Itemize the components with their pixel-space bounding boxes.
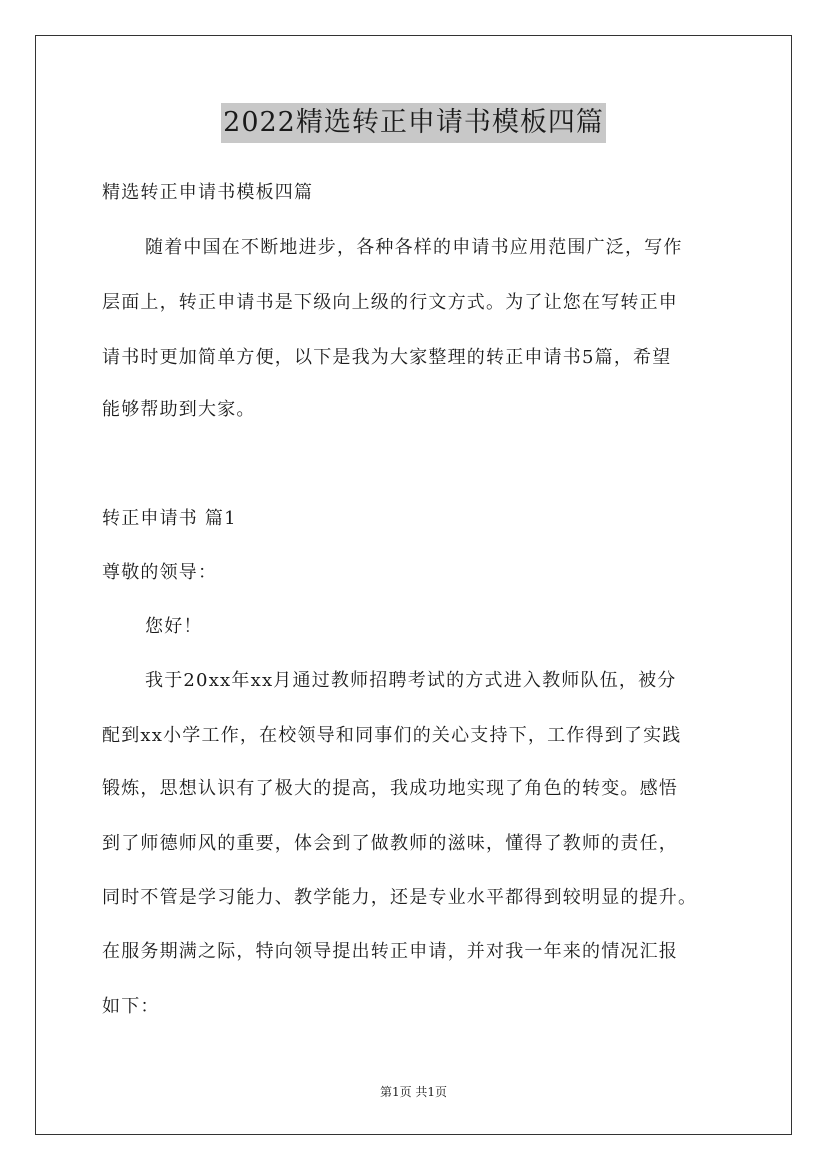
section-heading: 转正申请书 篇1: [102, 508, 237, 529]
body-line: 锻炼，思想认识有了极大的提高，我成功地实现了角色的转变。感悟: [102, 778, 678, 799]
page-footer: 第1页 共1页: [379, 1085, 448, 1099]
body-line: 配到xx小学工作，在校领导和同事们的关心支持下，工作得到了实践: [102, 725, 682, 746]
intro-line: 随着中国在不断地进步，各种各样的申请书应用范围广泛，写作: [145, 237, 683, 258]
intro-line: 请书时更加简单方便，以下是我为大家整理的转正申请书5篇，希望: [102, 347, 672, 368]
intro-line: 能够帮助到大家。: [102, 399, 256, 420]
greeting: 您好！: [145, 616, 203, 637]
body-line: 同时不管是学习能力、教学能力，还是专业水平都得到较明显的提升。: [102, 887, 698, 908]
title-container: [0, 103, 827, 143]
body-line: 如下：: [102, 996, 160, 1017]
document-subtitle: 精选转正申请书模板四篇: [102, 182, 314, 203]
intro-line: 层面上，转正申请书是下级向上级的行文方式。为了让您在写转正申: [102, 292, 678, 313]
salutation: 尊敬的领导：: [102, 562, 218, 583]
body-line: 我于20xx年xx月通过教师招聘考试的方式进入教师队伍，被分: [145, 670, 677, 691]
document-title: 2022精选转正申请书模板四篇: [221, 103, 606, 143]
body-line: 到了师德师风的重要，体会到了做教师的滋味，懂得了教师的责任，: [102, 833, 678, 854]
body-line: 在服务期满之际，特向领导提出转正申请，并对我一年来的情况汇报: [102, 941, 678, 962]
